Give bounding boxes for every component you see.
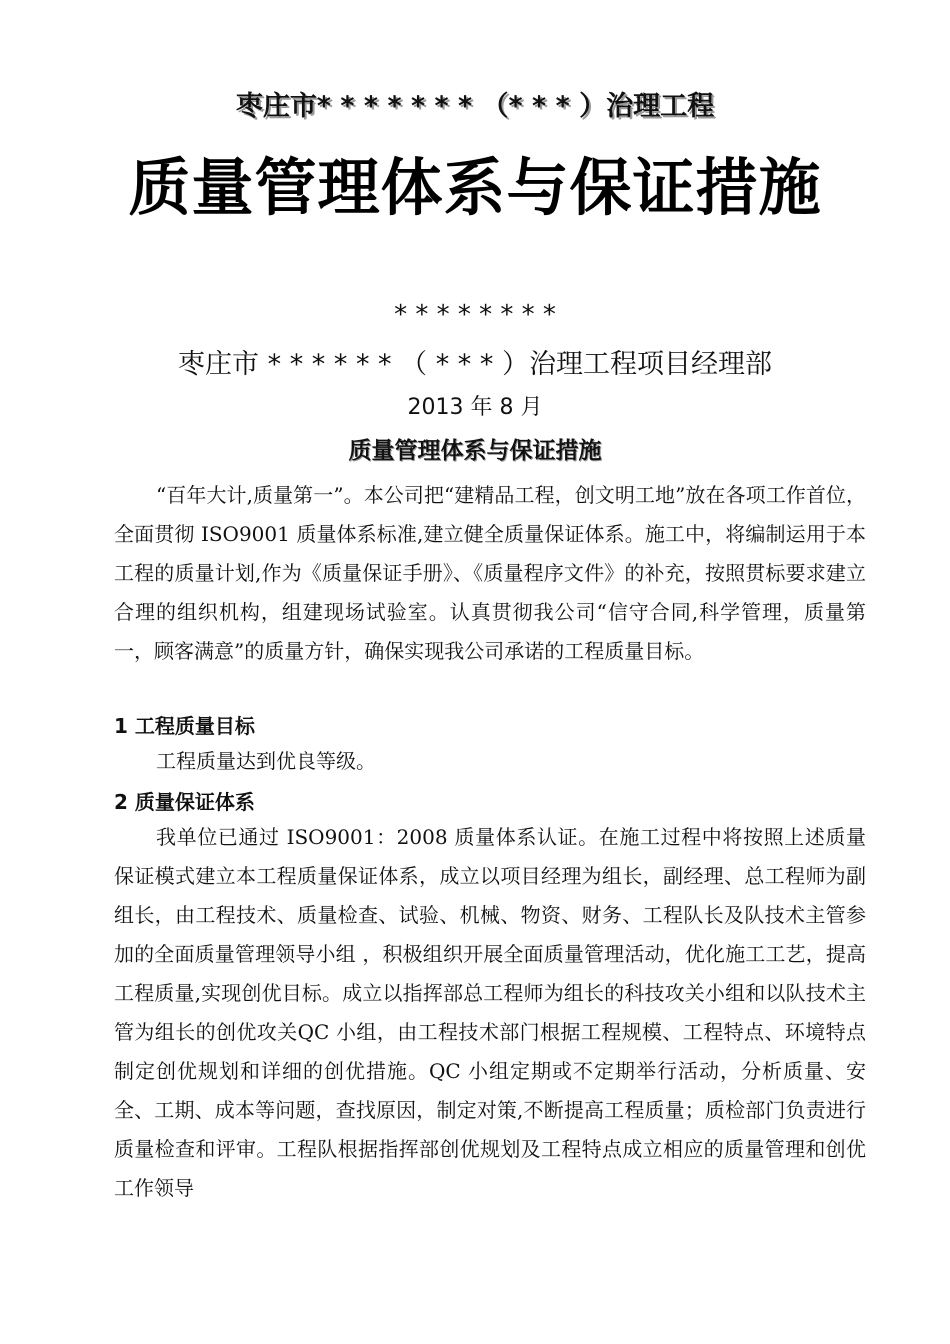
- project-line: 枣庄市* * * * * * * （* * * ）治理工程: [235, 91, 715, 122]
- heading-quality-assurance: 2 质量保证体系: [114, 790, 255, 814]
- quality-assurance-paragraph: 我单位已通过 ISO9001：2008 质量体系认证。在施工过程中将按照上述质量保证模式建立本工程质量保证体系，成立以项目经理为组长，副经理、总工程师为副组长，由工程技术、质量检查、试验、机械、物资、财务、工程队长及队技术主管参加的全面质量管理领导小组 ，积极组织开展全面质量管理活动，优化施工工艺，提高工程质量,实现创优目标。成立以指挥部总工程师为组长的科技攻关小组和以队技术主管为组长的创优攻关QC 小组，由工程技术部门根据工程规模、工程特点、环境特点制定创优规划和详细的创优措施。QC 小组定期或不定期举行活动，分析质量、安全、工期、成本等问题，查找原因，制定对策,不断提高工程质量；质检部门负责进行质量检查和评审。工程队根据指挥部创优规划及工程特点成立相应的质量管理和创优工作领导: [114, 825, 866, 1200]
- issue-date: 2013 年 8 月: [407, 395, 543, 420]
- heading-quality-target: 1 工程质量目标: [114, 714, 255, 738]
- company-name: * * * * * * * *: [394, 300, 556, 330]
- department-name: 枣庄市 * * * * * * （ * * * ）治理工程项目经理部: [178, 349, 772, 380]
- intro-paragraph: “百年大计,质量第一”。本公司把“建精品工程，创文明工地”放在各项工作首位，全面贯彻 ISO9001 质量体系标准,建立健全质量保证体系。施工中，将编制运用于本工程的质量计划,作为《质量保证手册》、《质量程序文件》的补充，按照贯标要求建立合理的组织机构，组建现场试验室。认真贯彻我公司“信守合同,科学管理，质量第一，顾客满意”的质量方针，确保实现我公司承诺的工程质量目标。: [114, 483, 866, 663]
- section-title: 质量管理体系与保证措施: [348, 438, 602, 464]
- main-title: 质量管理体系与保证措施: [128, 151, 822, 224]
- quality-target-paragraph: 工程质量达到优良等级。: [156, 749, 376, 773]
